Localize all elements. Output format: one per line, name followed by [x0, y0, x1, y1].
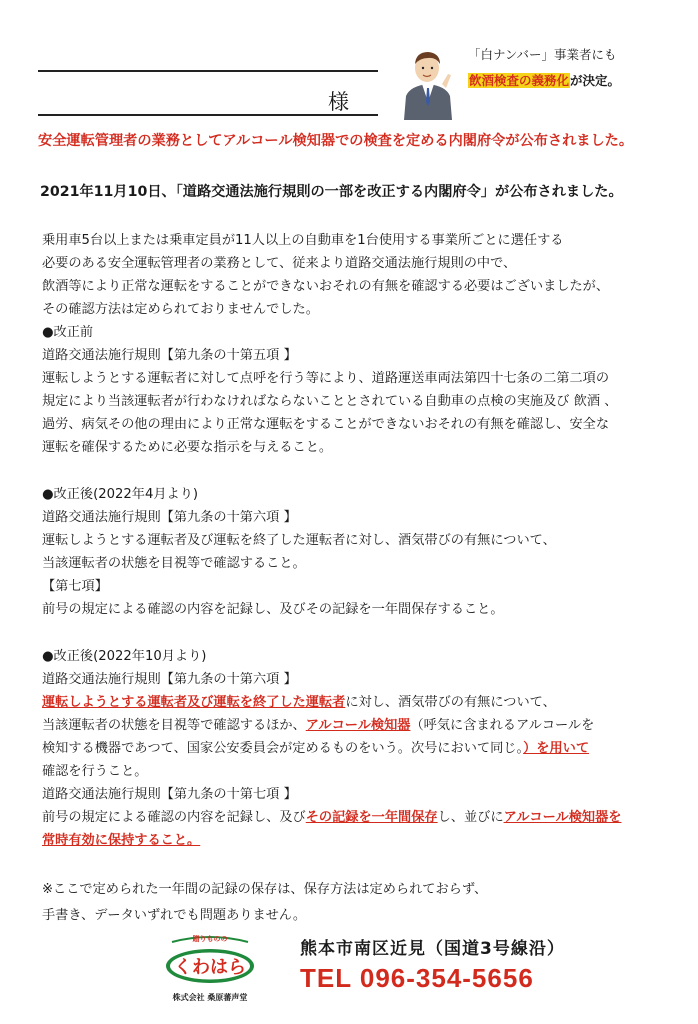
rule-text-line: 過労、病気その他の理由により正常な運転をすることができないおそれの有無を確認し、安全な — [42, 417, 610, 432]
rule-text-line — [42, 737, 682, 760]
rule-text-line — [42, 829, 682, 852]
rule-text-line: 確認を行うこと。 — [42, 764, 148, 779]
rule-text-line: 規定により当該運転者が行わなければならないこととされている自動車の点検の実施及び 飲酒 、 — [42, 394, 618, 409]
section-after-october — [42, 645, 682, 852]
intro-paragraph — [42, 229, 682, 321]
plain-text: （呼気に含まれるアルコールを — [410, 718, 595, 733]
emphasis-text: その記録を一年間保存 — [305, 810, 438, 825]
header-rule-top — [38, 70, 378, 72]
section-heading: ●改正前 — [42, 325, 94, 340]
plain-text: 前号の規定による確認の内容を記録し、及び — [42, 810, 306, 825]
logo-tagline: 贈りものの — [192, 935, 228, 943]
company-logo — [160, 930, 260, 1010]
rule-text-line — [42, 691, 682, 714]
intro-line: 乗用車5台以上または乗車定員が11人以上の自動車を1台使用する事業所ごとに選任する — [42, 233, 564, 248]
store-address: 熊本市南区近見（国道3号線沿） — [300, 939, 565, 959]
bubble-line-1: 「白ナンバー」事業者にも — [468, 47, 617, 62]
plain-text: に対し、酒気帯びの有無について、 — [345, 695, 556, 710]
rule-reference: 道路交通法施行規則【第九条の十第六項 】 — [42, 510, 297, 525]
section-heading: ●改正後(2022年4月より) — [42, 487, 199, 502]
note-line: ※ここで定められた一年間の記録の保存は、保存方法は定められておらず、 — [42, 882, 488, 897]
rule-text-line: 当該運転者の状態を目視等で確認すること。 — [42, 556, 306, 571]
rule-text-line — [42, 714, 682, 737]
speech-bubble — [468, 42, 620, 94]
rule-reference: 道路交通法施行規則【第九条の十第七項 】 — [42, 787, 297, 802]
plain-text: 当該運転者の状態を目視等で確認するほか、 — [42, 718, 306, 733]
headline: 安全運転管理者の業務としてアルコール検知器での検査を定める内閣府令が公布されました。 — [38, 133, 634, 149]
plain-text: し、並びに — [437, 810, 504, 825]
header-rule-bottom — [38, 114, 378, 116]
rule-reference: 道路交通法施行規則【第九条の十第六項 】 — [42, 672, 297, 687]
company-name: 株式会社 桑原蕃声堂 — [172, 993, 248, 1002]
plain-text: 検知する機器であつて、国家公安委員会が定めるものをいう。次号において同じ。 — [42, 741, 524, 756]
emphasis-text: アルコール検知器 — [305, 718, 411, 733]
rule-reference: 【第七項】 — [42, 579, 108, 594]
logo-graphic — [160, 930, 260, 1010]
businessman-illustration — [396, 44, 460, 120]
rule-text-line: 運転しようとする運転者及び運転を終了した運転者に対し、酒気帯びの有無について、 — [42, 533, 556, 548]
bubble-highlight: 飲酒検査の義務化 — [469, 73, 570, 88]
rule-text-line: 運転を確保するために必要な指示を与えること。 — [42, 440, 333, 455]
emphasis-text: アルコール検知器を — [503, 810, 622, 825]
section-before — [42, 321, 682, 459]
section-after-april — [42, 483, 682, 621]
storage-note — [42, 877, 487, 929]
rule-text-line — [42, 806, 682, 829]
emphasis-text: 常時有効に保持すること。 — [42, 833, 201, 848]
emphasis-text: 運転しようとする運転者及び運転を終了した運転者 — [42, 695, 346, 710]
note-line: 手書き、データいずれでも問題ありません。 — [42, 908, 307, 923]
section-heading: ●改正後(2022年10月より) — [42, 649, 207, 664]
phone-number: TEL 096-354-5656 — [300, 963, 534, 993]
rule-reference: 道路交通法施行規則【第九条の十第五項 】 — [42, 348, 297, 363]
emphasis-text: ）を用いて — [523, 741, 590, 756]
intro-line: その確認方法は定められておりませんでした。 — [42, 302, 319, 317]
honorific: 様 — [328, 90, 349, 114]
logo-name: くわはら — [174, 957, 246, 978]
bubble-tail: が決定。 — [570, 73, 621, 88]
bubble-line-2 — [468, 68, 620, 94]
announcement: 2021年11月10日、「道路交通法施行規則の一部を改正する内閣府令」が公布されました。 — [40, 184, 623, 200]
rule-text-line: 前号の規定による確認の内容を記録し、及びその記録を一年間保存すること。 — [42, 602, 504, 617]
intro-line: 飲酒等により正常な運転をすることができないおそれの有無を確認する必要はございましたが、 — [42, 279, 610, 294]
intro-line: 必要のある安全運転管理者の業務として、従来より道路交通法施行規則の中で、 — [42, 256, 517, 271]
rule-text-line: 運転しようとする運転者に対して点呼を行う等により、道路運送車両法第四十七条の二第二項の — [42, 371, 610, 386]
